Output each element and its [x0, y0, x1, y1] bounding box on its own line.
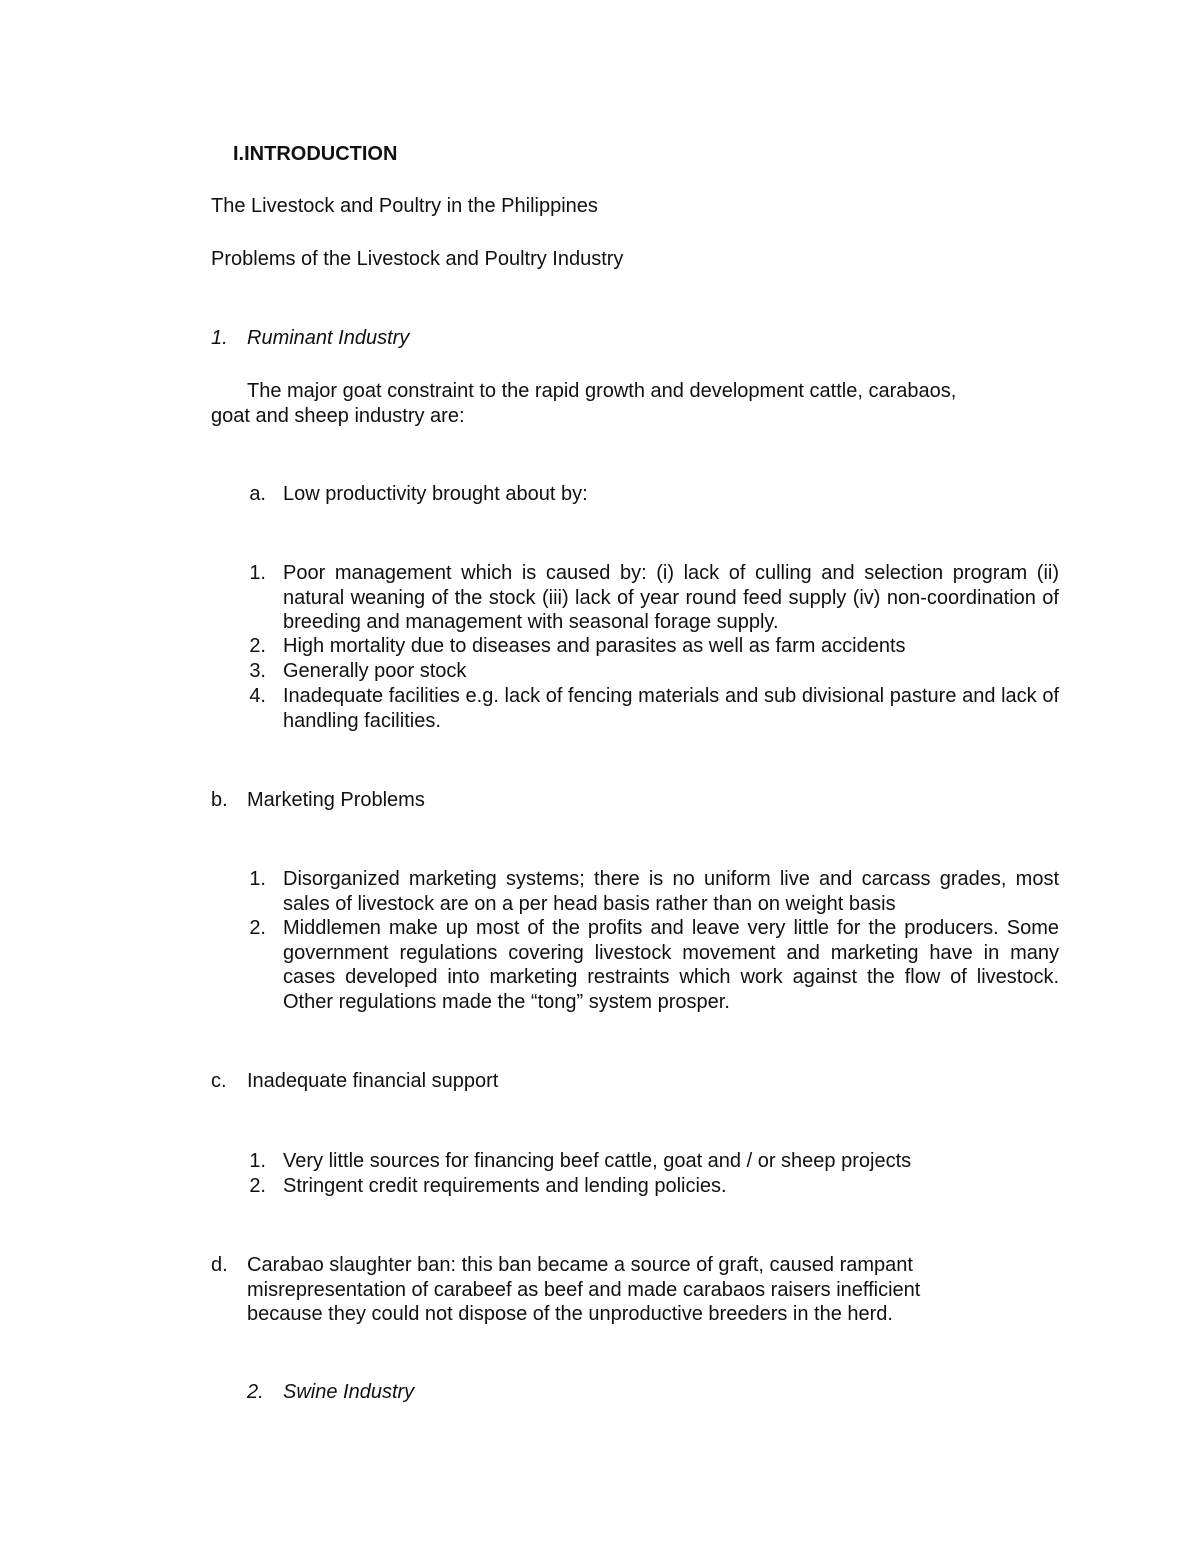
section-1-intro-line-2: goat and sheep industry are: — [211, 405, 465, 427]
section-2-number: 2. — [247, 1381, 264, 1403]
item-a-title: Low productivity brought about by: — [283, 483, 588, 505]
item-a-point-1-text: Poor management which is caused by: (i) lack of culling and selection program (ii) natural weaning of the stock (iii) lack of year round feed supply (iv) non-coordination of breeding and management with seasonal forage supply. — [283, 562, 1059, 633]
subheading-livestock-poultry: The Livestock and Poultry in the Philippines — [211, 195, 598, 217]
item-c-title: Inadequate financial support — [247, 1070, 499, 1092]
item-b-point-2-marker: 2. — [249, 917, 266, 939]
item-a-point-1-marker: 1. — [249, 562, 266, 584]
item-b-point-1-marker: 1. — [249, 868, 266, 890]
section-2-title: Swine Industry — [283, 1381, 415, 1403]
item-c-point-2-text: Stringent credit requirements and lending policies. — [283, 1175, 727, 1197]
item-d-line-2: misrepresentation of carabeef as beef and made carabaos raisers inefficient — [247, 1279, 921, 1301]
item-d-marker: d. — [211, 1254, 228, 1276]
section-1-intro-line-1: The major goat constraint to the rapid growth and development cattle, carabaos, — [247, 380, 957, 402]
item-b-point-2-text: Middlemen make up most of the profits and leave very little for the producers. Some government regulations covering livestock movement and marketing have in many cases developed into marketing restraints which work against the flow of livestock. Other regulations made the “tong” system prosper. — [283, 917, 1059, 1013]
item-c-point-2-marker: 2. — [249, 1175, 266, 1197]
item-a-point-4-text: Inadequate facilities e.g. lack of fencing materials and sub divisional pasture and lack of handling facilities. — [283, 685, 1059, 732]
section-1-number: 1. — [211, 327, 228, 349]
item-d-line-1: Carabao slaughter ban: this ban became a source of graft, caused rampant — [247, 1254, 913, 1276]
item-a-point-4-marker: 4. — [249, 685, 266, 707]
section-heading: I.INTRODUCTION — [233, 143, 398, 165]
section-1-title: Ruminant Industry — [247, 327, 410, 349]
item-a-point-2-marker: 2. — [249, 635, 266, 657]
item-c-point-1-text: Very little sources for financing beef cattle, goat and / or sheep projects — [283, 1150, 912, 1172]
item-b-point-1-text: Disorganized marketing systems; there is no uniform live and carcass grades, most sales of livestock are on a per head basis rather than on weight basis — [283, 868, 1059, 915]
item-a-point-3-text: Generally poor stock — [283, 660, 467, 682]
item-b-title: Marketing Problems — [247, 789, 425, 811]
item-c-marker: c. — [211, 1070, 227, 1092]
item-a-point-3-marker: 3. — [249, 660, 266, 682]
item-c-point-1-marker: 1. — [249, 1150, 266, 1172]
item-a-marker: a. — [249, 483, 266, 505]
item-d-line-3: because they could not dispose of the unproductive breeders in the herd. — [247, 1303, 893, 1325]
subheading-problems: Problems of the Livestock and Poultry Industry — [211, 248, 624, 270]
item-b-marker: b. — [211, 789, 228, 811]
item-a-point-2-text: High mortality due to diseases and parasites as well as farm accidents — [283, 635, 906, 657]
